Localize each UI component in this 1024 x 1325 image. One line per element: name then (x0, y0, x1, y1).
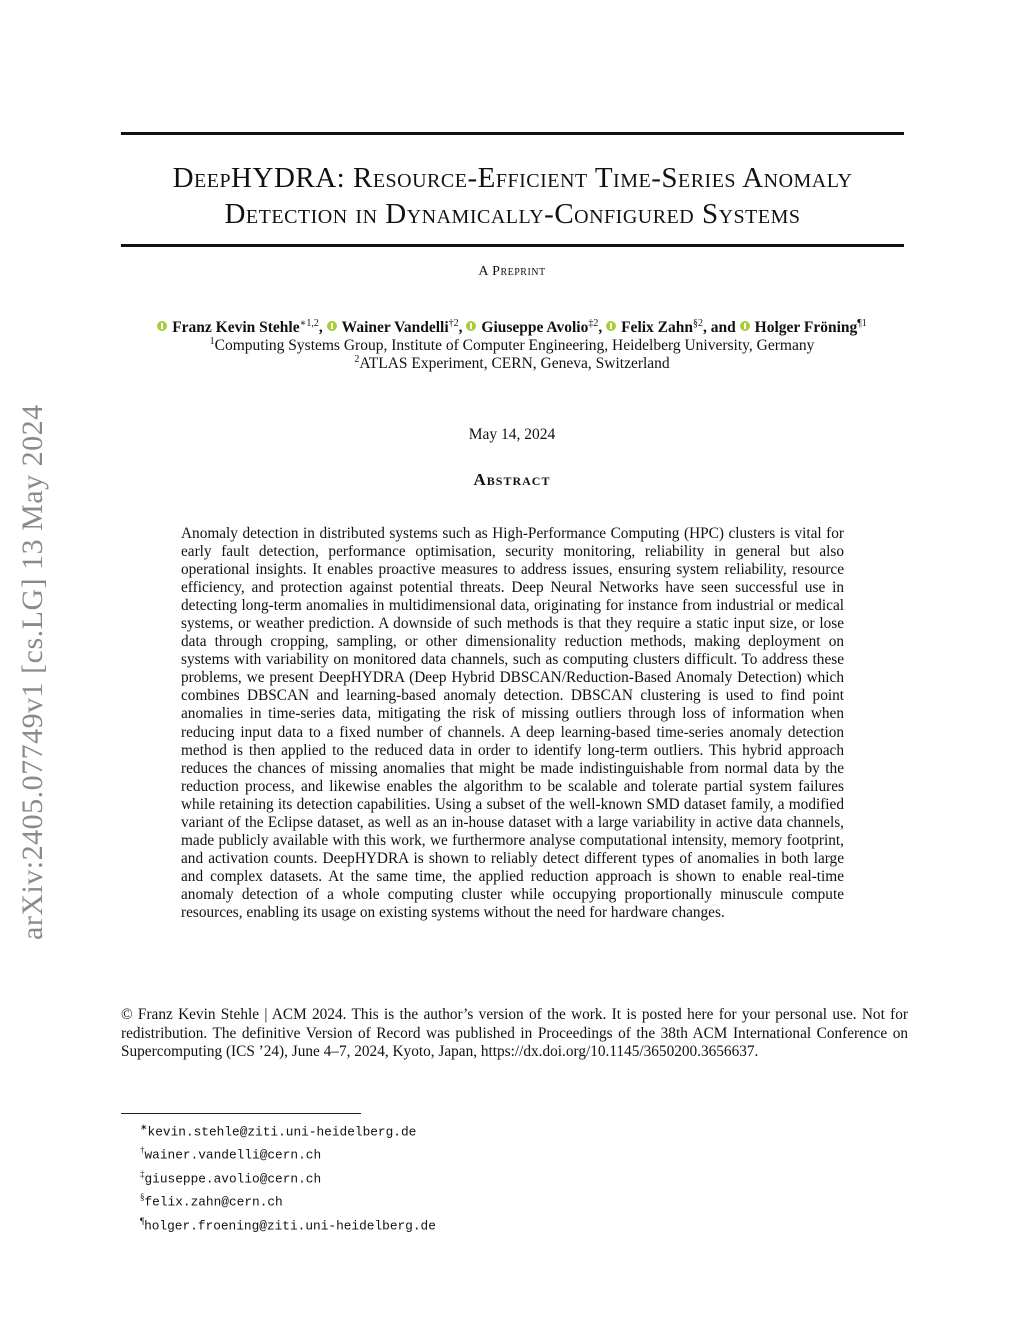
abstract-text: Anomaly detection in distributed systems such as High-Performance Computing (HPC) clusters is vital for early fault detection, performance optimisation, security monitoring, reliability in general but also operational insights. It enables proactive measures to address issues, ensuring system reliability, resource efficiency, and protection against potential threats. Deep Neural Networks have seen successful use in detecting long-term anomalies in multidimensional data, originating for instance from industrial or medical systems, or weather prediction. A downside of such methods is that they require a static input size, or lose data through cropping, sampling, or other dimensionality reduction methods, making deployment on systems with variability on monitored data channels, such as computing clusters difficult. To address these problems, we present DeepHYDRA (Deep Hybrid DBSCAN/Reduction-Based Anomaly Detection) which combines DBSCAN and learning-based anomaly detection. DBSCAN clustering is used to find point anomalies in time-series data, mitigating the risk of missing outliers through loss of information when reducing input data to a fixed number of channels. A deep learning-based time-series anomaly detection method is then applied to the reduced data in order to identify long-term outliers. This hybrid approach reduces the chances of missing anomalies that might be made indistinguishable from normal data by the reduction process, and likewise enables the algorithm to be scalable and tolerate partial system failures while retaining its detection capabilities. Using a subset of the well-known SMD dataset family, a modified variant of the Eclipse dataset, as well as an in-house dataset with a large variability in active data channels, made publicly available with this work, we furthermore analyse computational intensity, memory footprint, and activation counts. DeepHYDRA is shown to reliably detect different types of anomalies in both large and complex datasets. At the same time, the applied reduction approach is shown to enable real-time anomaly detection of a whole computing cluster while occupying proportionally minuscule compute resources, enabling its usage on existing systems without the need for hardware changes. (181, 525, 844, 921)
author: Wainer Vandelli$^{\dagger 2}$, (327, 319, 467, 336)
affiliation: $^2$ATLAS Experiment, CERN, Geneva, Switzerland (354, 354, 670, 373)
author: Franz Kevin Stehle$^{∗1,2}$, (157, 319, 326, 336)
arxiv-identifier: arXiv:2405.07749v1 [cs.LG] 13 May 2024 (16, 404, 49, 940)
email-link[interactable]: kevin.stehle@ziti.uni-heidelberg.de (147, 1124, 417, 1140)
author: Holger Fröning$^{\P 1}$ (740, 319, 867, 336)
footnotes (140, 1118, 436, 1235)
author: Felix Zahn$^{\S 2}$, and (606, 319, 740, 336)
copyright-notice: © Franz Kevin Stehle | ACM 2024. This is the author’s version of the work. It is posted here for your personal use. Not for redistribution. The definitive Version of Record was published in Proceedings of the 38th ACM International Conference on Supercomputing (ICS ’24), June 4–7, 2024, Kyoto, Japan, https://dx.doi.org/10.1145/3650200.3656637. (121, 1006, 908, 1060)
author: Giuseppe Avolio$^{\ddagger 2}$, (466, 319, 606, 336)
preprint-label: A Preprint (478, 264, 546, 279)
publication-date: May 14, 2024 (468, 426, 556, 443)
orcid-icon[interactable] (157, 321, 167, 331)
orcid-icon[interactable] (327, 321, 337, 331)
footnote: ‡giuseppe.avolio@cern.ch (140, 1168, 322, 1187)
email-link[interactable]: holger.froening@ziti.uni-heidelberg.de (144, 1218, 436, 1234)
footnote: ¶holger.froening@ziti.uni-heidelberg.de (140, 1215, 436, 1234)
orcid-icon[interactable] (466, 321, 476, 331)
title-rule-bottom (121, 244, 904, 247)
email-link[interactable]: felix.zahn@cern.ch (144, 1194, 283, 1210)
title-line-2: Detection in Dynamically-Configured Systems (224, 198, 801, 230)
footnote: §felix.zahn@cern.ch (140, 1192, 283, 1210)
footnote: †wainer.vandelli@cern.ch (140, 1145, 322, 1163)
footnote-rule (121, 1113, 361, 1114)
orcid-icon[interactable] (740, 321, 750, 331)
footnote: ∗kevin.stehle@ziti.uni-heidelberg.de (140, 1122, 417, 1140)
email-link[interactable]: wainer.vandelli@cern.ch (144, 1147, 322, 1163)
orcid-icon[interactable] (606, 321, 616, 331)
paper-title (121, 160, 904, 232)
title-line-1: DeepHYDRA: Resource-Efficient Time-Series Anomaly (172, 162, 853, 194)
abstract-heading: Abstract (473, 470, 551, 489)
affiliation: $^1$Computing Systems Group, Institute of Computer Engineering, Heidelberg University, Germany (209, 336, 815, 355)
title-rule-top (121, 132, 904, 135)
email-link[interactable]: giuseppe.avolio@cern.ch (144, 1171, 322, 1187)
